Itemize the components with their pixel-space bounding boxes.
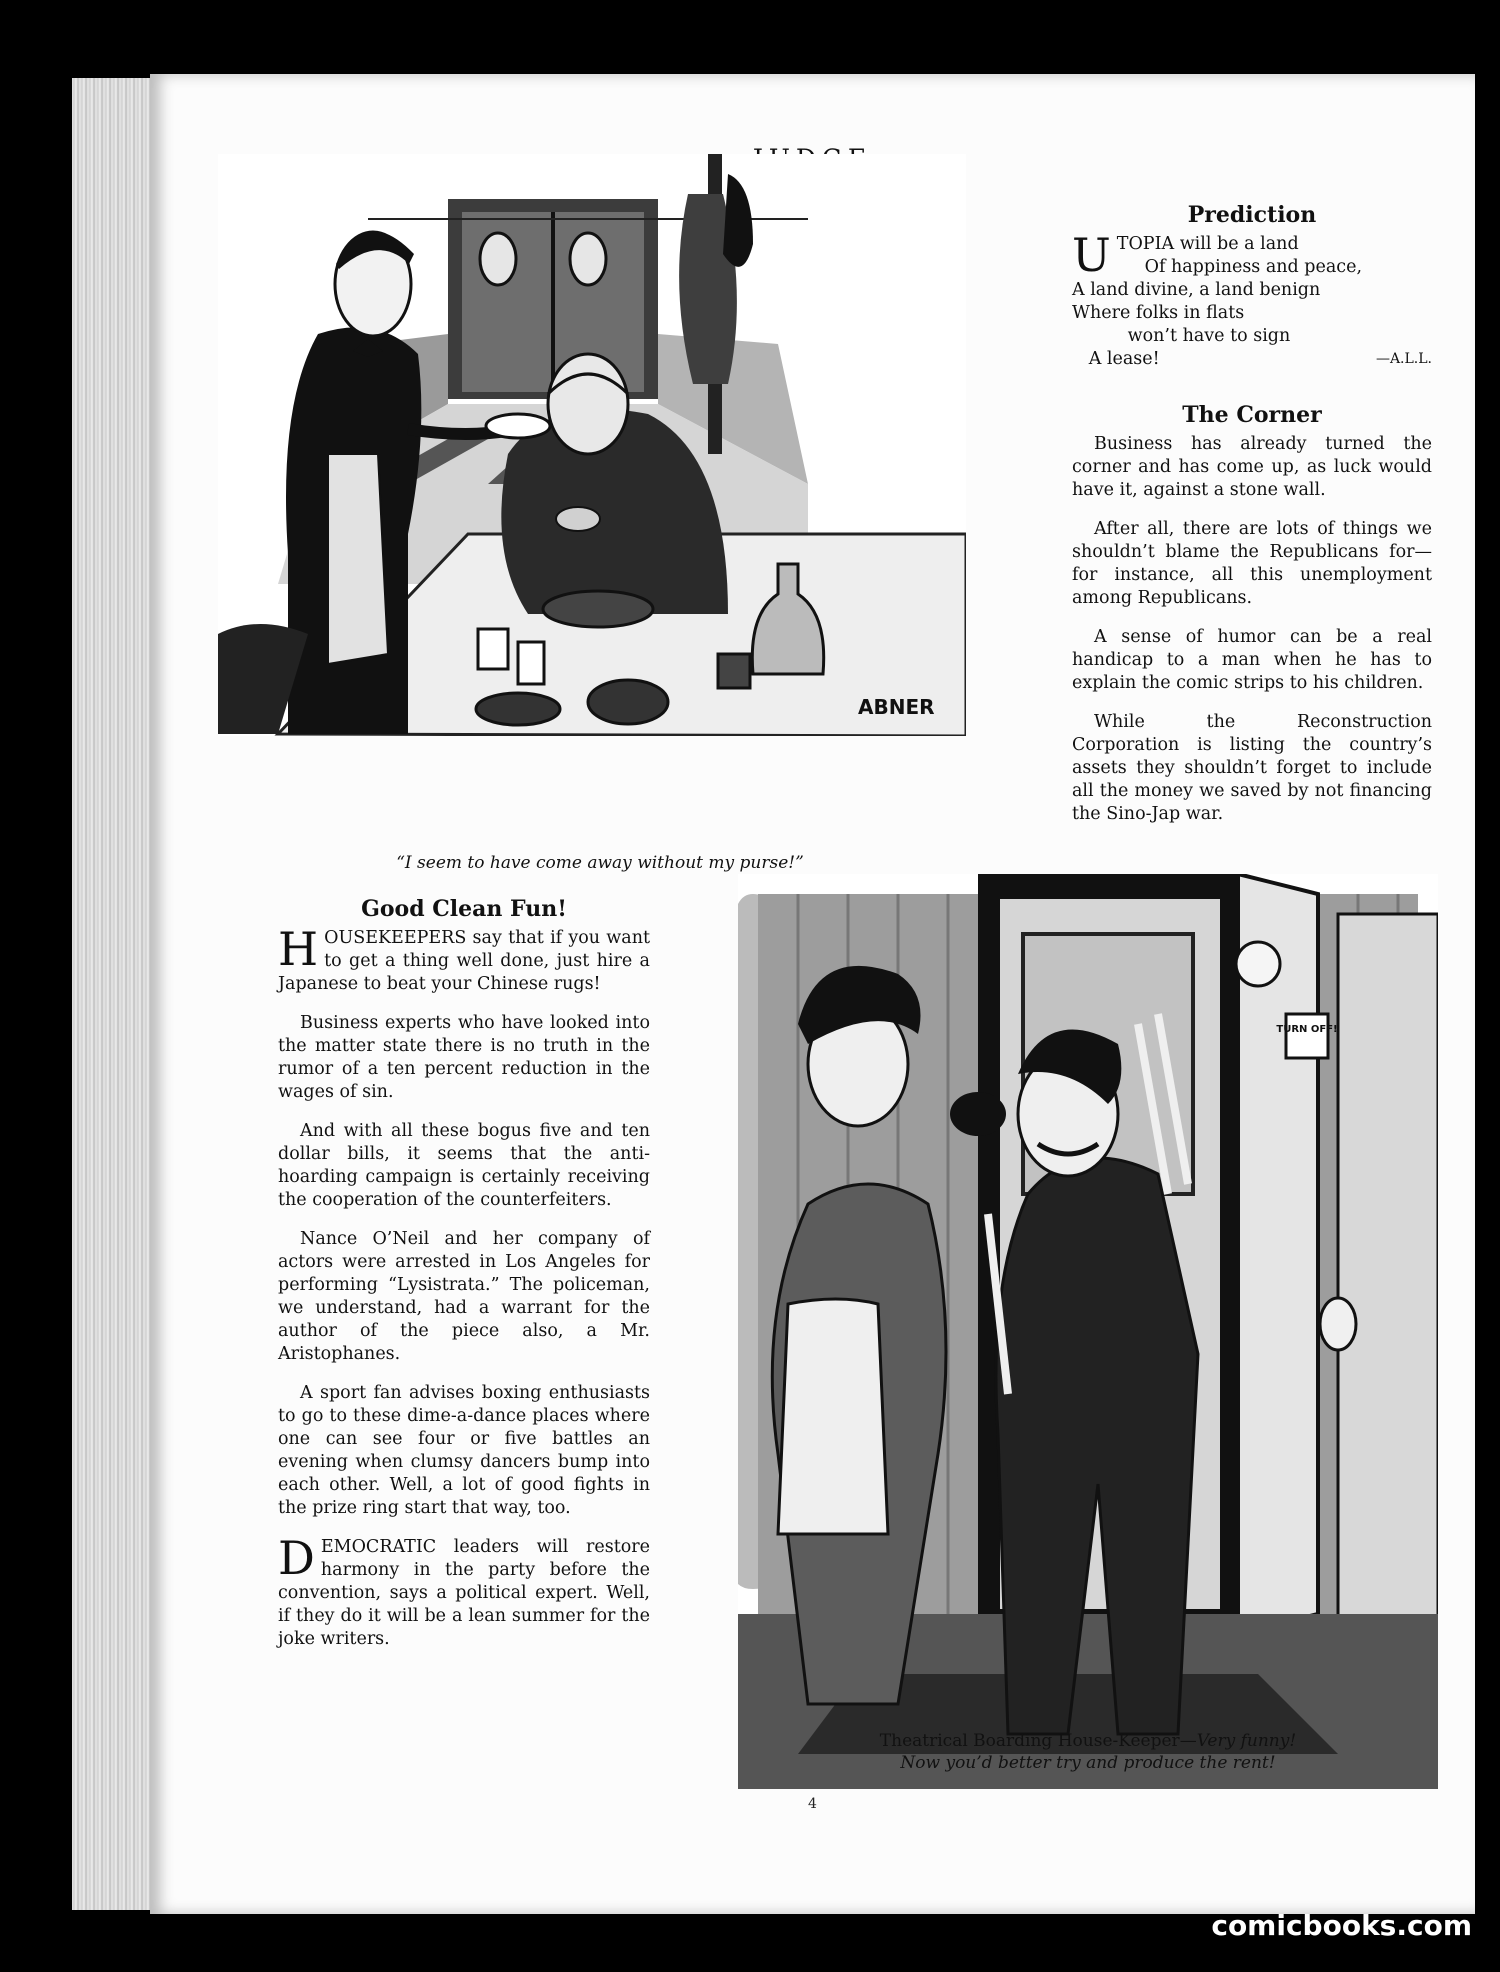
prediction-drop-cap: U bbox=[1072, 228, 1111, 282]
magazine-page bbox=[150, 74, 1475, 1914]
first-paragraph-text: OUSEKEEPERS say that if you want to get a thing well done, just hire a Japanese to beat your Chinese rugs! bbox=[278, 928, 650, 994]
good-clean-fun-column bbox=[278, 898, 650, 1667]
last-drop-cap: D bbox=[278, 1531, 315, 1585]
corner-paragraph: While the Reconstruction Corporation is listing the country’s assets they shouldn’t forget to include all the money we saved by not financing the Sino-Jap war. bbox=[1072, 712, 1432, 824]
page-number: 4 bbox=[808, 1796, 817, 1812]
top-cartoon-caption bbox=[300, 852, 900, 874]
bottom-caption-italic-2: Now you’d better try and produce the rent! bbox=[900, 1753, 1276, 1773]
good-clean-fun-first-paragraph bbox=[278, 922, 650, 996]
boarding-house-cartoon bbox=[738, 874, 1438, 1789]
poem-line: A lease! bbox=[1072, 349, 1160, 369]
top-cartoon-signature: ABNER bbox=[858, 695, 935, 719]
corner-column bbox=[1072, 404, 1432, 842]
prediction-column bbox=[1072, 204, 1432, 371]
first-drop-cap: H bbox=[278, 922, 319, 976]
poem-line: A land divine, a land benign bbox=[1072, 280, 1321, 300]
prediction-poem bbox=[1072, 228, 1432, 371]
prediction-author: —A.L.L. bbox=[1375, 351, 1432, 367]
good-clean-fun-title: Good Clean Fun! bbox=[361, 896, 567, 922]
prediction-title: Prediction bbox=[1187, 202, 1317, 228]
poem-line: Of happiness and peace, bbox=[1116, 257, 1363, 277]
page-corner-mark bbox=[1391, 82, 1451, 96]
good-clean-fun-last-paragraph bbox=[278, 1531, 650, 1651]
good-clean-fun-paragraph: A sport fan advises boxing enthusiasts to go to these dime-a-dance places where one can see four or five battles an evening when clumsy dancers bump into each other. Well, a lot of good fights in the prize ring start that way, too. bbox=[278, 1383, 650, 1518]
good-clean-fun-paragraph: Business experts who have looked into the matter state there is no truth in the rumor of a ten percent reduction in the wages of sin. bbox=[278, 1013, 650, 1102]
corner-paragraph: A sense of humor can be a real handicap to a man when he has to explain the comic strips to his children. bbox=[1072, 627, 1432, 693]
bottom-caption-italic-1: Very funny! bbox=[1196, 1731, 1297, 1751]
turn-off-sign-text: TURN OFF! bbox=[1276, 1024, 1338, 1035]
bottom-cartoon-caption bbox=[738, 1730, 1438, 1774]
poem-line: won’t have to sign bbox=[1072, 326, 1291, 346]
watermark: comicbooks.com bbox=[1211, 1909, 1472, 1942]
last-paragraph-text: EMOCRATIC leaders will restore harmony in the party before the convention, says a political expert. Well, if they do it will be a lean summer for the joke writers. bbox=[278, 1537, 650, 1649]
good-clean-fun-paragraph: Nance O’Neil and her company of actors were arrested in Los Angeles for performing “Lysistrata.” The policeman, we understand, had a warrant for the author of the piece also, a Mr. Aristophanes. bbox=[278, 1229, 650, 1364]
corner-title: The Corner bbox=[1182, 402, 1322, 428]
bottom-caption-plain: Theatrical Boarding House-Keeper— bbox=[879, 1731, 1197, 1751]
corner-paragraph: Business has already turned the corner and has come up, as luck would have it, against a stone wall. bbox=[1072, 434, 1432, 500]
corner-paragraph: After all, there are lots of things we shouldn’t blame the Republicans for—for instance, all this unemployment among Republicans. bbox=[1072, 519, 1432, 608]
poem-line: TOPIA will be a land bbox=[1116, 234, 1299, 254]
top-cartoon-caption-text: “I seem to have come away without my purse!” bbox=[396, 853, 804, 873]
restaurant-cartoon bbox=[218, 154, 966, 736]
poem-line: Where folks in flats bbox=[1072, 303, 1245, 323]
good-clean-fun-paragraph: And with all these bogus five and ten dollar bills, it seems that the anti-hoarding campaign is certainly receiving the cooperation of the counterfeiters. bbox=[278, 1121, 650, 1210]
